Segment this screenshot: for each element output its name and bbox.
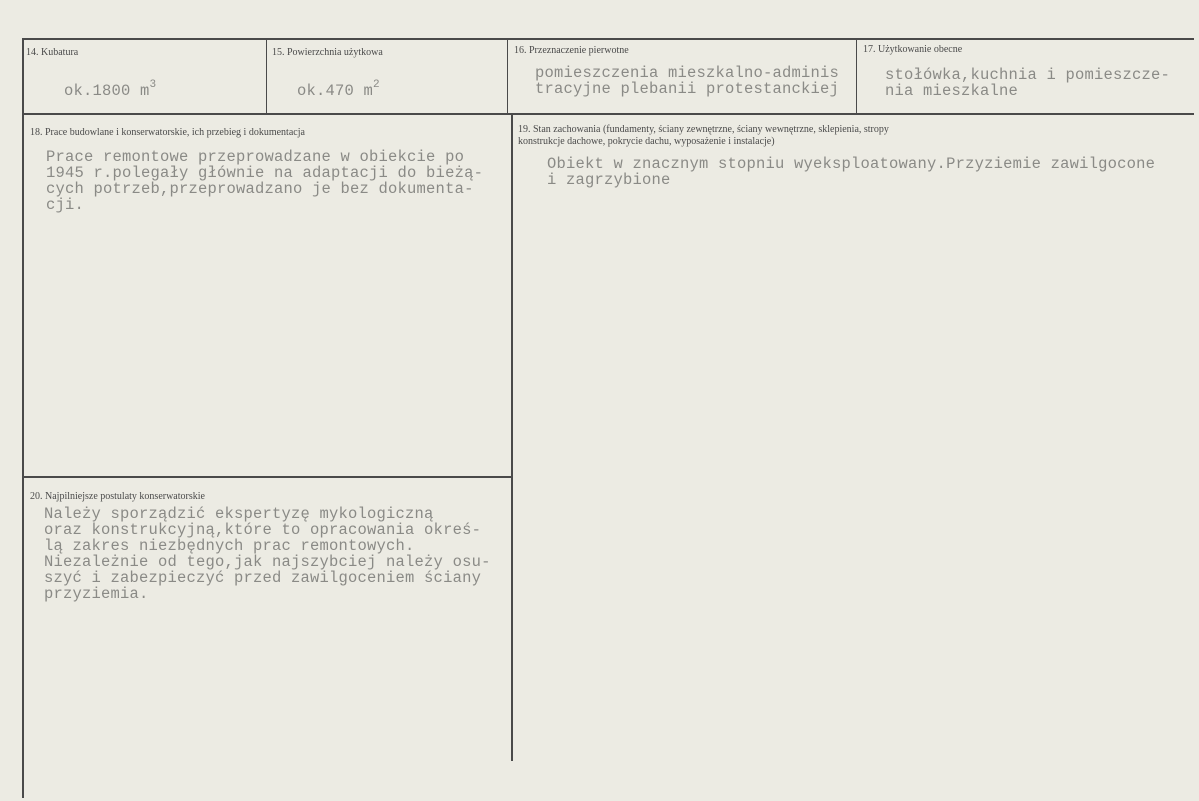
uzytkowanie-line: stołówka,kuchnia i pomieszcze- — [885, 66, 1171, 84]
postulaty-label: 20. Najpilniejsze postulaty konserwatorskie — [30, 491, 205, 502]
przeznaczenie-label: 16. Przeznaczenie pierwotne — [514, 45, 629, 56]
powierzchnia-value — [297, 79, 380, 99]
postulaty-line: oraz konstrukcyjną,które to opracowania okreś- — [44, 521, 482, 539]
powierzchnia-exponent: 2 — [373, 79, 380, 91]
header-bottom-rule — [22, 113, 1194, 115]
kubatura-exponent: 3 — [149, 79, 157, 91]
postulaty-line: szyć i zabezpieczyć przed zawilgoceniem ściany — [44, 569, 482, 587]
prace-line: cji. — [46, 196, 85, 214]
postulaty-line: Należy sporządzić ekspertyzę mykologiczną — [44, 505, 434, 523]
prace-label: 18. Prace budowlane i konserwatorskie, ich przebieg i dokumentacja — [30, 127, 305, 138]
kubatura-value — [64, 79, 156, 99]
przeznaczenie-text — [535, 65, 839, 97]
top-rule — [22, 38, 1194, 40]
prace-text — [46, 149, 483, 213]
divider-15-16 — [507, 38, 508, 114]
prace-line: Prace remontowe przeprowadzane w obiekcie po — [46, 148, 465, 166]
przeznaczenie-line: pomieszczenia mieszkalno-adminis — [535, 64, 840, 82]
stan-line: Obiekt w znacznym stopniu wyeksploatowany.Przyziemie zawilgocone — [547, 155, 1156, 173]
prace-line: 1945 r.polegały głównie na adaptacji do bieżą- — [46, 164, 484, 182]
center-divider — [511, 114, 513, 761]
mid-left-rule — [24, 476, 512, 478]
stan-label-line1: 19. Stan zachowania (fundamenty, ściany zewnętrzne, ściany wewnętrzne, sklepienia, stropy — [518, 124, 889, 135]
powierzchnia-label: 15. Powierzchnia użytkowa — [272, 47, 383, 58]
postulaty-line: lą zakres niezbędnych prac remontowych. — [44, 537, 415, 555]
kubatura-number: ok.1800 m — [64, 82, 150, 101]
stan-label — [518, 124, 889, 148]
postulaty-line: przyziemia. — [44, 585, 149, 603]
divider-14-15 — [266, 38, 267, 114]
uzytkowanie-line: nia mieszkalne — [885, 82, 1019, 100]
stan-label-line2: konstrukcje dachowe, pokrycie dachu, wyposażenie i instalacje) — [518, 136, 775, 147]
uzytkowanie-label: 17. Użytkowanie obecne — [863, 44, 963, 55]
uzytkowanie-text — [885, 67, 1170, 99]
powierzchnia-number: ok.470 m — [297, 82, 374, 101]
kubatura-label: 14. Kubatura — [26, 47, 79, 58]
stan-line: i zagrzybione — [547, 171, 671, 189]
prace-line: cych potrzeb,przeprowadzano je bez dokumenta- — [46, 180, 474, 198]
postulaty-text — [44, 506, 491, 602]
divider-16-17 — [856, 38, 857, 114]
przeznaczenie-line: tracyjne plebanii protestanckiej — [535, 80, 840, 98]
left-border — [22, 38, 24, 798]
postulaty-line: Niezależnie od tego,jak najszybciej należy osu- — [44, 553, 491, 571]
stan-text — [547, 156, 1155, 188]
